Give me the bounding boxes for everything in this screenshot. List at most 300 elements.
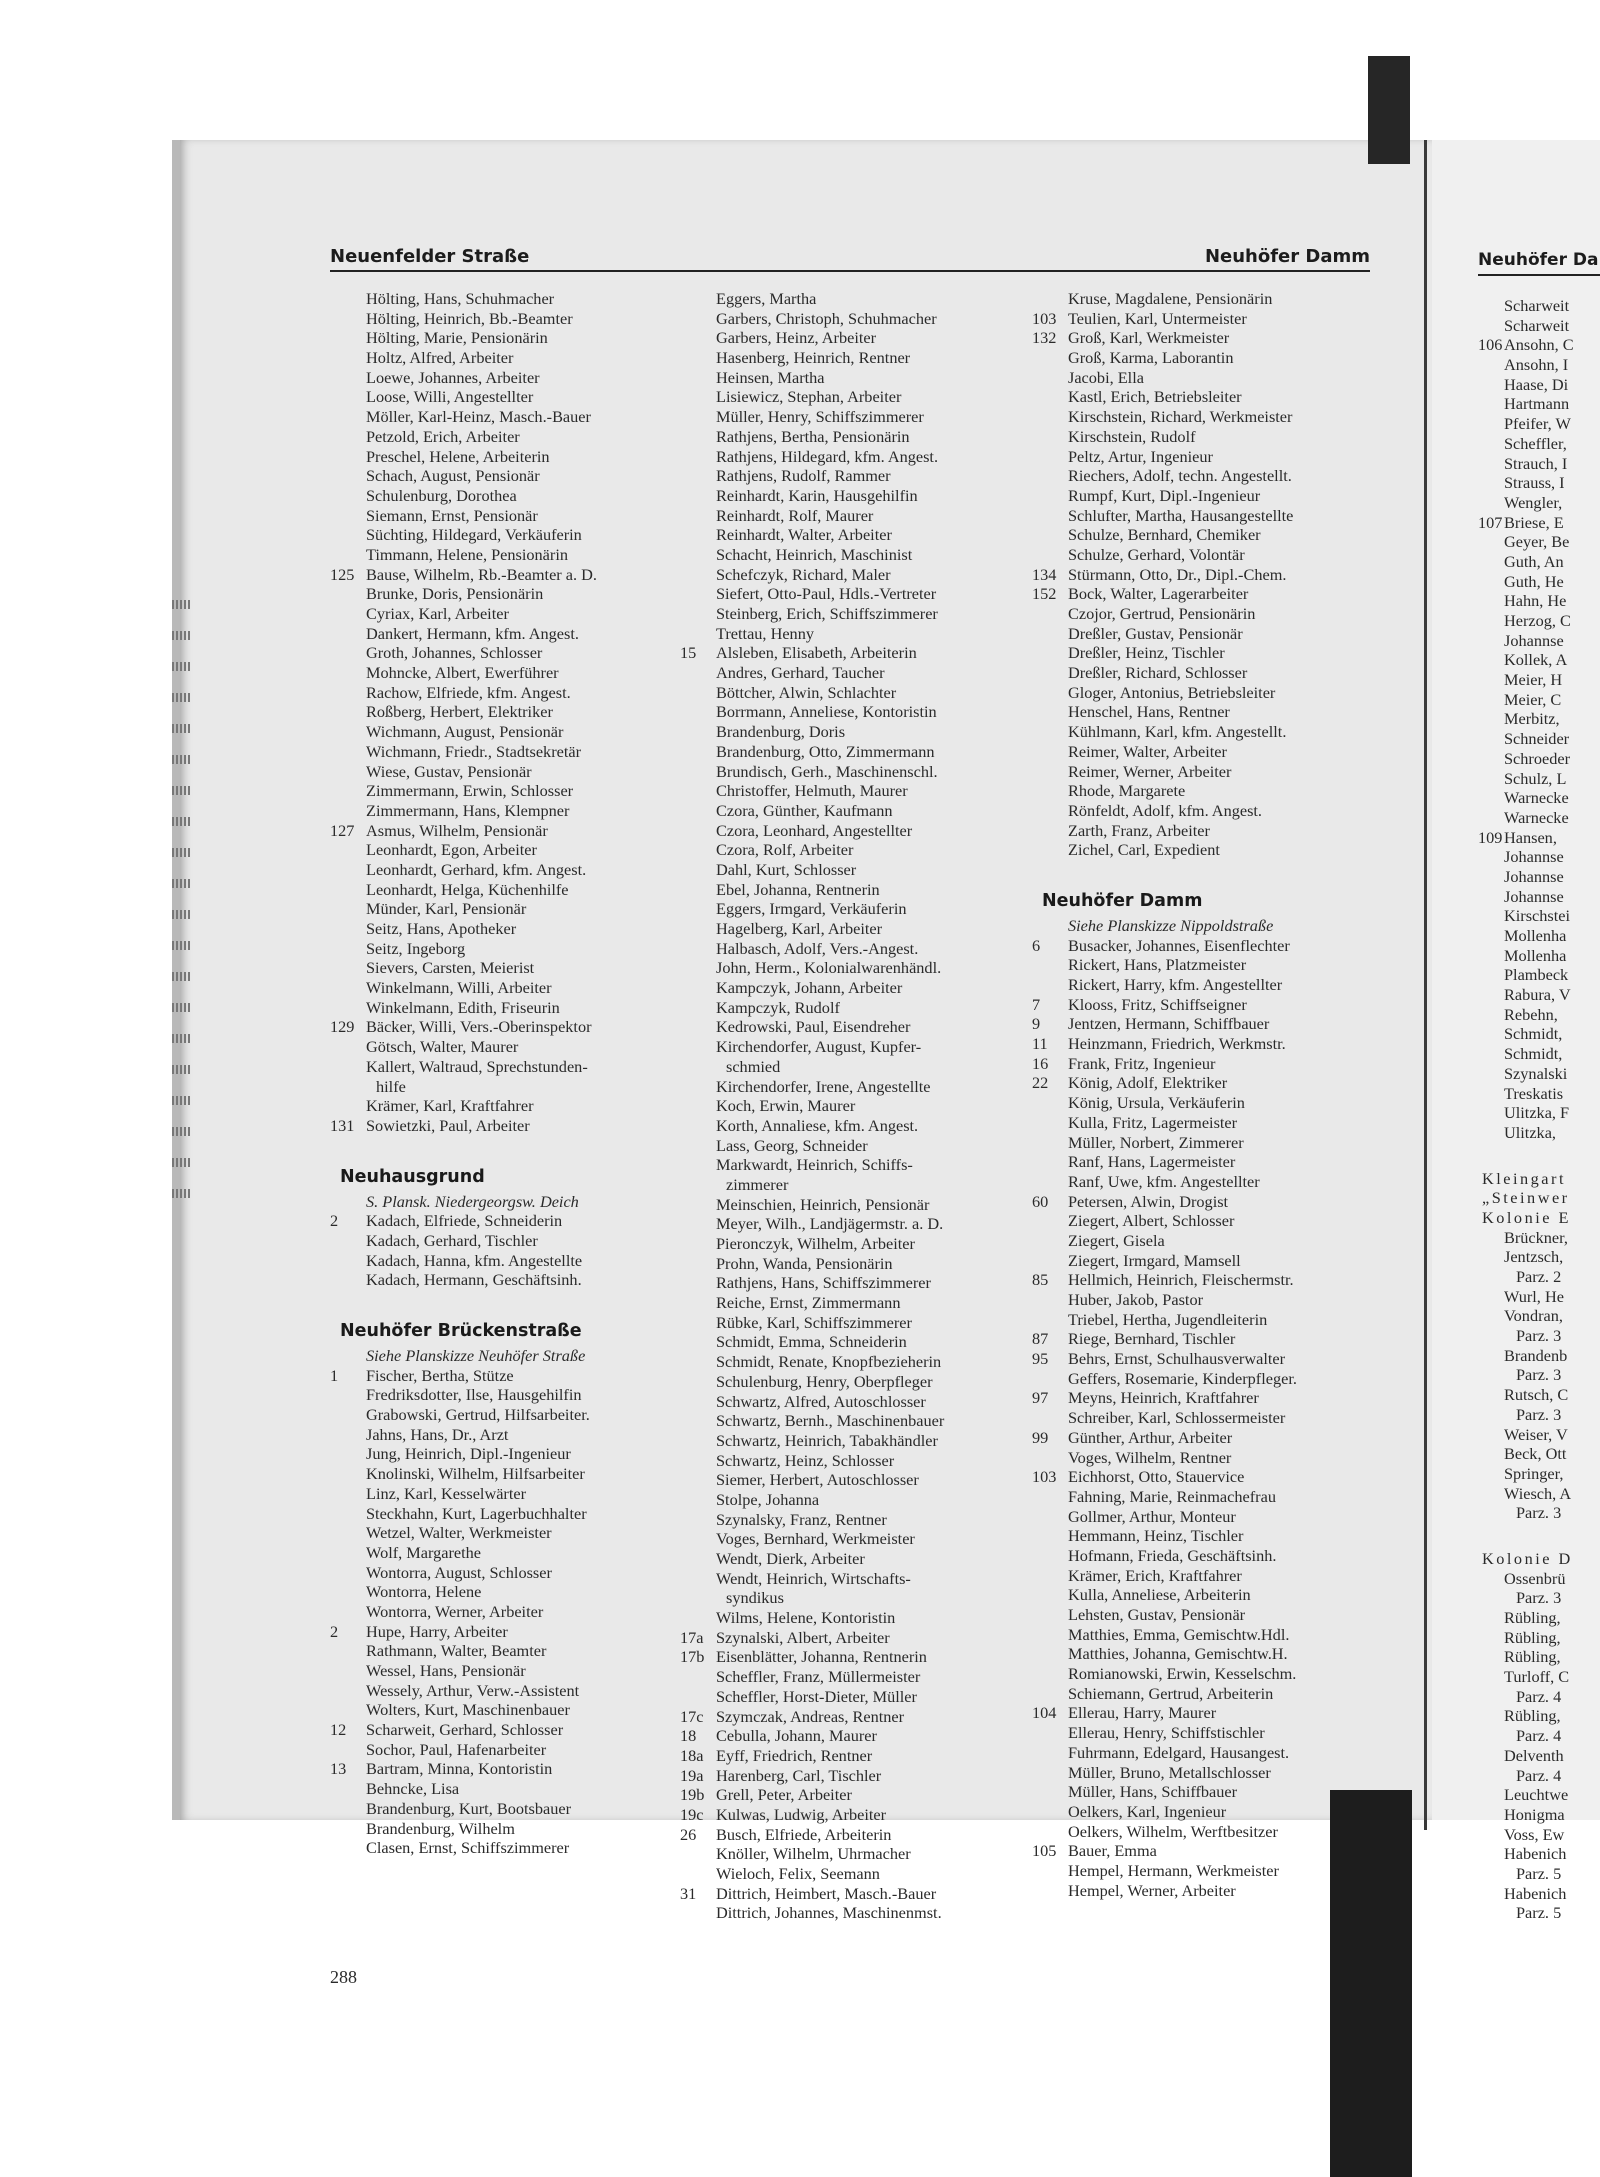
resident-entry: [330, 1681, 670, 1701]
resident-text: Cyriax, Karl, Arbeiter: [366, 604, 509, 623]
resident-text: Garbers, Heinz, Arbeiter: [716, 328, 877, 348]
colony-heading: [1478, 1549, 1600, 1569]
resident-text: zimmerer: [726, 1174, 789, 1194]
resident-entry: [1032, 1073, 1372, 1093]
resident-text: Heinzmann, Friedrich, Werkmstr.: [1068, 1034, 1286, 1054]
resident-entry: [680, 1903, 1020, 1923]
resident-entry: [1478, 946, 1600, 966]
resident-text: Springer,: [1504, 1463, 1564, 1483]
resident-text: Eggers, Martha: [716, 289, 817, 308]
resident-entry: [1478, 1267, 1600, 1287]
resident-text: Wontorra, Werner, Arbeiter: [366, 1601, 544, 1621]
resident-text: Knolinski, Wilhelm, Hilfsarbeiter: [366, 1464, 585, 1484]
resident-entry: [1032, 1310, 1372, 1330]
resident-text: Halbasch, Adolf, Vers.-Angest.: [716, 938, 919, 958]
street-subheading: [1032, 916, 1372, 936]
resident-text: Schulz, L: [1504, 768, 1567, 788]
resident-entry: [680, 702, 1020, 722]
resident-text: Süchting, Hildegard, Verkäuferin: [366, 525, 582, 545]
resident-entry: [330, 781, 670, 801]
resident-text: Stolpe, Johanna: [716, 1489, 820, 1509]
resident-entry: [1478, 769, 1600, 789]
resident-text: Wichmann, August, Pensionär: [366, 722, 564, 742]
resident-entry: [1032, 995, 1372, 1015]
street-subheading: [330, 1346, 670, 1366]
resident-entry: [1478, 965, 1600, 985]
resident-entry: [1032, 466, 1372, 486]
resident-text: Münder, Karl, Pensionär: [366, 899, 527, 919]
resident-entry: [680, 1884, 1020, 1904]
resident-text: Rönfeldt, Adolf, kfm. Angest.: [1068, 800, 1263, 820]
resident-entry: [680, 1707, 1020, 1727]
resident-entry: [1032, 1487, 1372, 1507]
resident-text: Trettau, Henny: [716, 623, 814, 643]
resident-entry: [330, 762, 670, 782]
resident-entry: [1478, 1667, 1600, 1687]
resident-entry: [680, 1392, 1020, 1412]
resident-entry: [1478, 1103, 1600, 1123]
resident-text: Turloff, C: [1504, 1667, 1570, 1687]
house-number: 109: [1478, 827, 1503, 847]
resident-entry: [1478, 1608, 1600, 1628]
resident-entry: [680, 1470, 1020, 1490]
resident-text: Szynalsky, Franz, Rentner: [716, 1509, 887, 1529]
resident-entry: [680, 683, 1020, 703]
resident-text: Triebel, Hertha, Jugendleiterin: [1068, 1309, 1268, 1329]
resident-entry: [680, 1549, 1020, 1569]
resident-entry: [1032, 1822, 1372, 1842]
house-number: 85: [1032, 1270, 1049, 1290]
resident-text: Guth, An: [1504, 551, 1564, 571]
resident-text: Ossenbrü: [1504, 1568, 1566, 1588]
resident-entry: [330, 742, 670, 762]
house-number: 26: [680, 1824, 697, 1844]
resident-entry: [1478, 1228, 1600, 1248]
resident-text: Kedrowski, Paul, Eisendreher: [716, 1017, 911, 1037]
resident-text: Ranf, Uwe, kfm. Angestellter: [1068, 1171, 1260, 1191]
resident-entry: [1032, 1526, 1372, 1546]
resident-text: Delventh: [1504, 1745, 1564, 1765]
header-left-street: Neuenfelder Straße: [330, 246, 530, 267]
resident-entry: [1032, 407, 1372, 427]
resident-text: Wengler,: [1504, 492, 1563, 512]
resident-text: Teulien, Karl, Untermeister: [1068, 308, 1247, 328]
resident-text: Schmidt, Renate, Knopfbezieherin: [716, 1352, 942, 1372]
resident-entry: [330, 939, 670, 959]
resident-text: Oelkers, Wilhelm, Werftbesitzer: [1068, 1821, 1278, 1841]
resident-text: Groß, Karl, Werkmeister: [1068, 328, 1230, 348]
resident-entry: [330, 1661, 670, 1681]
resident-text: Loewe, Johannes, Arbeiter: [366, 367, 540, 387]
resident-entry: [1478, 709, 1600, 729]
resident-entry: [680, 545, 1020, 565]
resident-text: Rathjens, Rudolf, Rammer: [716, 466, 891, 486]
resident-entry: [1032, 348, 1372, 368]
resident-text: Jacobi, Ella: [1068, 367, 1144, 387]
resident-entry: [680, 1254, 1020, 1274]
house-number: 152: [1032, 584, 1057, 604]
resident-entry: [1478, 1464, 1600, 1484]
resident-text: Wilms, Helene, Kontoristin: [716, 1608, 896, 1628]
resident-text: Hansen,: [1504, 827, 1557, 847]
resident-entry: [1032, 1684, 1372, 1704]
street-heading: [1032, 886, 1372, 916]
resident-text: Pieronczyk, Wilhelm, Arbeiter: [716, 1234, 915, 1253]
resident-text: Bock, Walter, Lagerarbeiter: [1068, 584, 1249, 604]
resident-entry: [1032, 1625, 1372, 1645]
resident-text: Groth, Johannes, Schlosser: [366, 643, 543, 663]
resident-entry: [330, 663, 670, 683]
house-number: 19b: [680, 1785, 705, 1805]
resident-entry: [680, 1372, 1020, 1392]
resident-entry: [1032, 1467, 1372, 1487]
resident-text: Peltz, Artur, Ingenieur: [1068, 446, 1213, 466]
resident-entry: [1032, 1388, 1372, 1408]
house-number: 132: [1032, 328, 1057, 348]
colony-heading: [1478, 1188, 1600, 1208]
resident-entry: [1032, 368, 1372, 388]
resident-entry: [1478, 1024, 1600, 1044]
resident-entry: [680, 525, 1020, 545]
resident-text: Roßberg, Herbert, Elektriker: [366, 702, 553, 722]
resident-entry: [1032, 643, 1372, 663]
resident-text: Riege, Bernhard, Tischler: [1068, 1329, 1236, 1349]
resident-entry: [680, 958, 1020, 978]
resident-text: Wichmann, Friedr., Stadtsekretär: [366, 741, 582, 761]
resident-entry: [1478, 828, 1600, 848]
resident-entry: [1478, 532, 1600, 552]
resident-text: Gollmer, Arthur, Monteur: [1068, 1506, 1236, 1526]
resident-text: Ulitzka, F: [1504, 1103, 1570, 1123]
resident-entry: [330, 702, 670, 722]
house-number: 18: [680, 1726, 697, 1746]
resident-text: Kadach, Hermann, Geschäftsinh.: [366, 1270, 582, 1290]
resident-text: Schwartz, Heinrich, Tabakhändler: [716, 1430, 938, 1450]
resident-text: Kulla, Anneliese, Arbeiterin: [1068, 1585, 1251, 1605]
resident-entry: [1478, 1425, 1600, 1445]
resident-entry: [1478, 1746, 1600, 1766]
resident-entry: [330, 801, 670, 821]
resident-entry: [680, 565, 1020, 585]
resident-entry: [1032, 781, 1372, 801]
resident-text: Winkelmann, Edith, Friseurin: [366, 997, 560, 1017]
resident-text: Pfeifer, W: [1504, 414, 1571, 434]
resident-text: Schulze, Gerhard, Volontär: [1068, 544, 1245, 564]
resident-text: Brandenburg, Wilhelm: [366, 1818, 515, 1838]
resident-text: Cebulla, Johann, Maurer: [716, 1726, 877, 1746]
resident-entry: [680, 880, 1020, 900]
resident-entry: [1032, 1703, 1372, 1723]
resident-text: Rathmann, Walter, Beamter: [366, 1641, 547, 1661]
resident-entry: [330, 1602, 670, 1622]
resident-entry: [680, 1766, 1020, 1786]
street-heading: [330, 1316, 670, 1346]
resident-text: Schulenburg, Henry, Oberpfleger: [716, 1371, 933, 1391]
resident-text: Reiche, Ernst, Zimmermann: [716, 1293, 901, 1313]
resident-entry: [1478, 1647, 1600, 1667]
resident-entry: [330, 486, 670, 506]
resident-text: Ansohn, C: [1504, 335, 1574, 355]
resident-text: Wiese, Gustav, Pensionär: [366, 761, 532, 781]
resident-entry: [1478, 473, 1600, 493]
resident-text: Hagelberg, Karl, Arbeiter: [716, 919, 883, 938]
resident-entry: [1478, 1588, 1600, 1608]
resident-text: Parz. 5: [1516, 1903, 1562, 1923]
resident-entry: [330, 506, 670, 526]
resident-entry: [680, 1864, 1020, 1884]
resident-entry: [680, 801, 1020, 821]
resident-entry: [1478, 1884, 1600, 1904]
resident-text: Grabowski, Gertrud, Hilfsarbeiter.: [366, 1405, 590, 1425]
resident-text: Rathjens, Bertha, Pensionärin: [716, 426, 910, 446]
resident-entry: [1478, 375, 1600, 395]
house-number: 87: [1032, 1329, 1049, 1349]
resident-text: Gloger, Antonius, Betriebsleiter: [1068, 682, 1276, 702]
resident-text: Fuhrmann, Edelgard, Hausangest.: [1068, 1742, 1290, 1762]
resident-text: Geffers, Rosemarie, Kinderpfleger.: [1068, 1368, 1297, 1388]
resident-text: Grell, Peter, Arbeiter: [716, 1785, 852, 1805]
resident-text: Leonhardt, Gerhard, kfm. Angest.: [366, 859, 587, 879]
resident-text: Kühlmann, Karl, kfm. Angestellt.: [1068, 722, 1287, 742]
house-number: 15: [680, 643, 697, 663]
resident-entry: [680, 1687, 1020, 1707]
resident-text: Rhode, Margarete: [1068, 781, 1186, 801]
resident-entry: [1478, 355, 1600, 375]
resident-entry: [1478, 1569, 1600, 1589]
resident-entry: [1032, 1231, 1372, 1251]
resident-entry: [1032, 328, 1372, 348]
house-number: 22: [1032, 1073, 1049, 1093]
resident-text: Rabura, V: [1504, 985, 1571, 1005]
resident-entry: [680, 643, 1020, 663]
colony-name: Kleingart: [1482, 1168, 1566, 1188]
resident-entry: [680, 1175, 1020, 1195]
resident-entry: [1032, 1251, 1372, 1271]
resident-text: Johannse: [1504, 886, 1564, 906]
house-number: 17a: [680, 1627, 704, 1647]
resident-text: Kadach, Gerhard, Tischler: [366, 1230, 538, 1250]
resident-text: Rübke, Karl, Schiffszimmerer: [716, 1312, 912, 1332]
resident-text: Parz. 3: [1516, 1326, 1562, 1346]
resident-text: Brundisch, Gerh., Maschinenschl.: [716, 761, 938, 781]
resident-entry: [1478, 631, 1600, 651]
resident-text: Ebel, Johanna, Rentnerin: [716, 879, 880, 899]
resident-entry: [680, 899, 1020, 919]
resident-text: Huber, Jakob, Pastor: [1068, 1290, 1204, 1309]
resident-entry: [680, 1116, 1020, 1136]
section-gap: [1032, 860, 1372, 886]
resident-entry: [1478, 591, 1600, 611]
resident-entry: [1032, 1290, 1372, 1310]
resident-entry: [330, 1543, 670, 1563]
resident-text: Böttcher, Alwin, Schlachter: [716, 682, 897, 702]
house-number: 6: [1032, 935, 1041, 955]
resident-entry: [330, 604, 670, 624]
resident-text: Prohn, Wanda, Pensionärin: [716, 1253, 893, 1273]
resident-entry: [680, 1608, 1020, 1628]
resident-text: Kampczyk, Rudolf: [716, 997, 840, 1017]
resident-text: Kruse, Magdalene, Pensionärin: [1068, 289, 1273, 308]
resident-text: Schmidt,: [1504, 1044, 1563, 1064]
house-number: 97: [1032, 1388, 1049, 1408]
resident-entry: [680, 939, 1020, 959]
resident-entry: [330, 447, 670, 467]
resident-entry: [680, 1214, 1020, 1234]
resident-entry: [1032, 1192, 1372, 1212]
resident-entry: [1478, 1805, 1600, 1825]
page-number: 288: [330, 1967, 357, 1987]
resident-text: Kirschstein, Rudolf: [1068, 426, 1196, 446]
resident-entry: [680, 781, 1020, 801]
resident-entry: [330, 407, 670, 427]
house-number: 127: [330, 820, 355, 840]
resident-entry: [330, 1759, 670, 1779]
colony-name: Kolonie D: [1482, 1548, 1573, 1568]
resident-entry: [1032, 1211, 1372, 1231]
resident-entry: [1478, 1687, 1600, 1707]
resident-entry: [330, 1523, 670, 1543]
house-number: 17b: [680, 1647, 705, 1667]
resident-entry: [330, 1779, 670, 1799]
resident-entry: [1478, 1385, 1600, 1405]
resident-entry: [680, 604, 1020, 624]
resident-text: Szynalski: [1504, 1063, 1568, 1083]
resident-text: Siemann, Ernst, Pensionär: [366, 505, 538, 525]
plan-reference: Siehe Planskizze Nippoldstraße: [1068, 915, 1274, 935]
resident-entry: [1478, 572, 1600, 592]
resident-text: Zimmermann, Erwin, Schlosser: [366, 781, 574, 801]
resident-text: Schwartz, Heinz, Schlosser: [716, 1450, 895, 1470]
resident-entry: [680, 742, 1020, 762]
resident-entry: [1478, 434, 1600, 454]
resident-text: Rübling,: [1504, 1608, 1561, 1627]
resident-entry: [1032, 1881, 1372, 1901]
resident-entry: [680, 624, 1020, 644]
resident-entry: [330, 722, 670, 742]
resident-text: Rathjens, Hans, Schiffszimmerer: [716, 1273, 931, 1293]
resident-text: Haase, Di: [1504, 374, 1569, 394]
resident-entry: [1478, 493, 1600, 513]
resident-text: Habenich: [1504, 1844, 1567, 1864]
house-number: 19a: [680, 1765, 704, 1785]
resident-entry: [330, 1700, 670, 1720]
resident-text: Winkelmann, Willi, Arbeiter: [366, 978, 552, 998]
resident-entry: [1478, 847, 1600, 867]
resident-text: Eggers, Irmgard, Verkäuferin: [716, 899, 907, 919]
resident-text: Beck, Ott: [1504, 1444, 1567, 1464]
resident-entry: [1032, 1861, 1372, 1881]
resident-entry: [330, 1405, 670, 1425]
resident-text: Dahl, Kurt, Schlosser: [716, 859, 857, 879]
resident-entry: [1032, 1507, 1372, 1527]
resident-text: Johannse: [1504, 866, 1564, 886]
plan-reference: Siehe Planskizze Neuhöfer Straße: [366, 1346, 586, 1365]
resident-entry: [330, 1096, 670, 1116]
resident-entry: [1478, 887, 1600, 907]
resident-text: Reimer, Walter, Arbeiter: [1068, 741, 1227, 761]
resident-entry: [1032, 1270, 1372, 1290]
resident-entry: [1478, 1484, 1600, 1504]
resident-text: Rebehn,: [1504, 1004, 1558, 1024]
resident-text: Scheffler, Franz, Müllermeister: [716, 1667, 921, 1687]
resident-text: Leonhardt, Helga, Küchenhilfe: [366, 879, 569, 899]
resident-text: Hempel, Werner, Arbeiter: [1068, 1880, 1236, 1900]
resident-entry: [1478, 1405, 1600, 1425]
resident-text: Parz. 4: [1516, 1765, 1562, 1785]
resident-entry: [680, 1569, 1020, 1589]
resident-entry: [1032, 1369, 1372, 1389]
resident-entry: [1032, 1448, 1372, 1468]
street-name: Neuhöfer Damm: [1042, 890, 1203, 911]
resident-text: Krämer, Erich, Kraftfahrer: [1068, 1565, 1242, 1585]
resident-entry: [680, 427, 1020, 447]
resident-text: Scharweit: [1504, 296, 1570, 315]
resident-text: Fredriksdotter, Ilse, Hausgehilfin: [366, 1385, 582, 1405]
house-number: 2: [330, 1621, 339, 1641]
section-gap: [330, 1290, 670, 1316]
resident-entry: [330, 1582, 670, 1602]
resident-entry: [1478, 1005, 1600, 1025]
resident-entry: [1478, 1903, 1600, 1923]
resident-text: Dittrich, Heimbert, Masch.-Bauer: [716, 1883, 937, 1903]
resident-entry: [1478, 1044, 1600, 1064]
resident-entry: [1032, 1408, 1372, 1428]
section-gap: [1478, 1523, 1600, 1549]
resident-entry: [1478, 650, 1600, 670]
resident-entry: [680, 447, 1020, 467]
resident-text: Sochor, Paul, Hafenarbeiter: [366, 1739, 547, 1759]
resident-text: Kastl, Erich, Betriebsleiter: [1068, 387, 1242, 407]
resident-entry: [330, 1563, 670, 1583]
resident-text: Voss, Ew: [1504, 1824, 1565, 1844]
resident-text: Parz. 2: [1516, 1267, 1562, 1286]
resident-text: Hasenberg, Heinrich, Rentner: [716, 348, 911, 368]
resident-text: Korth, Annaliese, kfm. Angest.: [716, 1115, 919, 1135]
resident-text: Rutsch, C: [1504, 1385, 1569, 1405]
resident-text: Parz. 4: [1516, 1726, 1562, 1746]
resident-text: Schmidt, Emma, Schneiderin: [716, 1332, 907, 1352]
resident-text: Leuchtwe: [1504, 1785, 1569, 1805]
resident-entry: [1032, 289, 1372, 309]
resident-entry: [680, 762, 1020, 782]
resident-text: Eyff, Friedrich, Rentner: [716, 1745, 873, 1765]
resident-entry: [1478, 394, 1600, 414]
resident-entry: [330, 1116, 670, 1136]
resident-text: Holtz, Alfred, Arbeiter: [366, 348, 514, 368]
resident-entry: [1478, 906, 1600, 926]
resident-text: Habenich: [1504, 1883, 1567, 1903]
resident-text: Scharweit: [1504, 315, 1570, 335]
page-gutter: [1424, 140, 1427, 1830]
resident-text: John, Herm., Kolonialwarenhändl.: [716, 958, 942, 978]
resident-text: Dittrich, Johannes, Maschinenmst.: [716, 1903, 942, 1923]
resident-text: schmied: [726, 1056, 781, 1076]
resident-entry: [680, 1844, 1020, 1864]
resident-entry: [1032, 1605, 1372, 1625]
resident-entry: [1032, 1133, 1372, 1153]
resident-entry: [1478, 1785, 1600, 1805]
scan-shadow-top: [1368, 56, 1410, 164]
directory-column-2: [680, 289, 1020, 1923]
resident-text: Wessel, Hans, Pensionär: [366, 1661, 526, 1680]
resident-entry: [680, 1017, 1020, 1037]
resident-entry: [330, 1444, 670, 1464]
resident-entry: [330, 1251, 670, 1271]
house-number: 7: [1032, 994, 1041, 1014]
resident-text: Wolf, Margarethe: [366, 1542, 482, 1562]
resident-text: Ellerau, Harry, Maurer: [1068, 1703, 1217, 1723]
resident-text: Ranf, Hans, Lagermeister: [1068, 1152, 1236, 1172]
